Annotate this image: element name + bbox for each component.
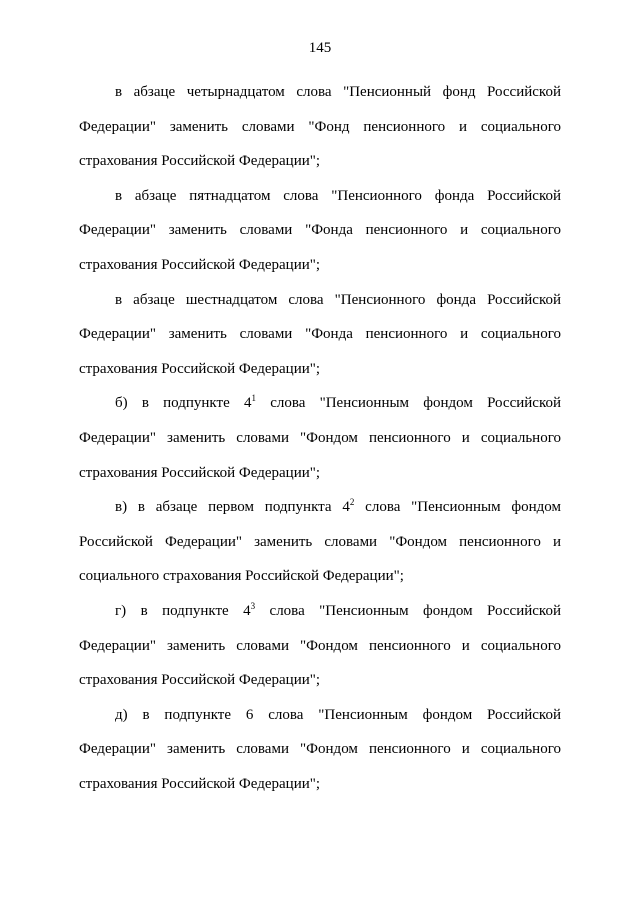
paragraph-abzac-14: в абзаце четырнадцатом слова "Пенсионный фонд Российской Федерации" заменить словами "Фонд пенсионного и социального страхования Российской Федерации";	[79, 84, 561, 170]
paragraph-g-lead: г) в подпункте 4	[115, 602, 251, 619]
paragraph-v-lead: в) в абзаце первом подпункта 4	[115, 499, 350, 516]
paragraph-b-lead: б) в подпункте 4	[115, 395, 252, 412]
paragraph-v-rest: слова "Пенсионным фондом Российской Федерации" заменить словами "Фондом пенсионного и социального страхования Российской Федерации";	[79, 499, 561, 585]
document-body	[79, 75, 561, 801]
paragraph-b-superscript: 1	[251, 393, 256, 404]
paragraph-b-rest: слова "Пенсионным фондом Российской Федерации" заменить словами "Фондом пенсионного и социального страхования Российской Федерации";	[79, 395, 561, 481]
paragraph-b	[79, 386, 561, 490]
paragraph-g-superscript: 3	[250, 600, 256, 611]
paragraph-g-rest: слова "Пенсионным фондом Российской Федерации" заменить словами "Фондом пенсионного и социального страхования Российской Федерации";	[79, 602, 561, 689]
page-number: 145	[308, 40, 332, 56]
paragraph-abzac-15: в абзаце пятнадцатом слова "Пенсионного фонда Российской Федерации" заменить словами "Фонда пенсионного и социального страхования Российской Федерации";	[79, 187, 561, 273]
paragraph-g	[79, 594, 561, 698]
paragraph-v-superscript: 2	[349, 497, 355, 508]
paragraph-abzac-16: в абзаце шестнадцатом слова "Пенсионного фонда Российской Федерации" заменить словами "Фонда пенсионного и социального страхования Российской Федерации";	[79, 291, 561, 377]
paragraph-v	[79, 490, 561, 594]
paragraph-d: д) в подпункте 6 слова "Пенсионным фондом Российской Федерации" заменить словами "Фондом пенсионного и социального страхования Российской Федерации";	[79, 706, 561, 792]
